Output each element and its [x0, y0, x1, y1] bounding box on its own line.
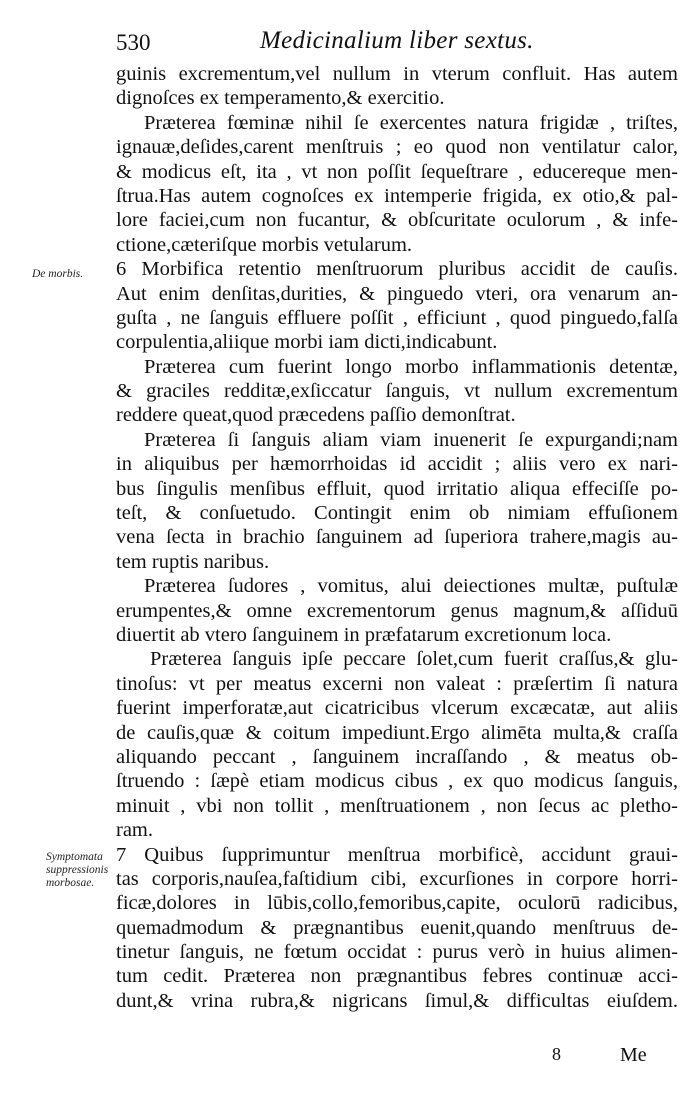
margin-note-symptomata	[46, 851, 108, 890]
text-line: Præterea fœminæ nihil ſe exercentes natura frigidæ , triſtes,	[144, 111, 678, 134]
catchword: Me	[620, 1044, 647, 1066]
text-line: minuit , vbi non tollit , menſtruationem , non ſecus ac pletho-	[116, 794, 678, 817]
text-line: dignoſces ex temperamento,& exercitio.	[116, 87, 445, 110]
text-line: ram.	[116, 819, 153, 842]
text-line: vena ſecta in brachio ſanguinem ad ſuperiora trahere,magis au-	[116, 526, 678, 549]
text-line: guſta , ne ſanguis effluere poſſit , efficiunt , quod pinguedo,falſa	[116, 306, 678, 329]
running-head: Medicinalium liber sextus.	[260, 27, 534, 54]
text-line: bus ſingulis menſibus effluit, quod irritatio aliqua effeciſſe po-	[116, 477, 678, 500]
text-line: 6 Morbifica retentio menſtruorum pluribus accidit de cauſis.	[116, 258, 678, 281]
text-line: teſt, & conſuetudo. Contingit enim ob nimiam effuſionem	[116, 502, 678, 525]
margin-note-line: suppressionis	[46, 864, 109, 876]
text-line: tem ruptis naribus.	[116, 550, 270, 573]
text-line: & graciles redditæ,exſiccatur ſanguis, vt nullum excrementum	[116, 380, 678, 403]
text-line: ficæ,dolores in lūbis,collo,femoribus,capite, oculorū radicibus,	[116, 892, 678, 915]
text-line: corpulentia,aliique morbi iam dicti,indicabunt.	[116, 331, 498, 354]
text-line: guinis excrementum,vel nullum in vterum confluit. Has autem	[116, 63, 678, 85]
text-line: in aliquibus per hæmorrhoidas id accidit ; aliis vero ex nari-	[116, 453, 678, 476]
text-line: Præterea cum fuerint longo morbo inflammationis detentæ,	[144, 355, 678, 378]
signature-mark: 8	[552, 1044, 561, 1064]
text-line: ſtrua.Has autem cognoſces ex intemperie frigida, ex otio,& pal-	[116, 184, 678, 207]
text-line: dunt,& vrina rubra,& nigricans ſimul,& difficultas eiuſdem.	[116, 989, 678, 1012]
text-line: tum cedit. Præterea non prægnantibus febres continuæ acci-	[116, 965, 678, 988]
text-line: Aut enim denſitas,durities, & pinguedo vteri, ora venarum an-	[116, 282, 678, 305]
text-line: ctione,cæteriſque morbis vetularum.	[116, 233, 413, 256]
text-line: erumpentes,& omne excrementorum genus magnum,& aſſiduū	[116, 599, 678, 622]
margin-note-line: Symptomata	[46, 851, 103, 863]
page-header	[116, 26, 676, 56]
text-line: de cauſis,quæ & coitum impediunt.Ergo alimēta multa,& craſſa	[116, 721, 678, 744]
text-line: tas corporis,nauſea,faſtidium cibi, excurſiones in corpore horri-	[116, 867, 678, 890]
page-number: 530	[116, 30, 151, 55]
text-line: 7 Quibus ſupprimuntur menſtrua morbificè, accidunt graui-	[116, 843, 678, 866]
text-line: & modicus eſt, ita , vt non poſſit ſequeſtrare , educereque men-	[116, 160, 678, 183]
text-line: ignauæ,deſides,carent menſtruis ; eo quod non ventilatur calor,	[116, 136, 678, 159]
text-line: fuerint imperforatæ,aut cicatricibus vlcerum excæcatæ, aut aliis	[116, 697, 678, 720]
margin-note-line: morbosae.	[46, 877, 95, 889]
text-line: Præterea ſudores , vomitus, alui deiectiones multæ, puſtulæ	[144, 575, 678, 598]
text-line: tinetur ſanguis, ne fœtum occidat : purus verò in huius alimen-	[116, 941, 678, 964]
text-line: aliquando peccant , ſanguinem incraſſando , & meatus ob-	[116, 745, 678, 768]
text-line: quemadmodum & prægnantibus euenit,quando menſtruus de-	[116, 916, 678, 939]
body-text	[116, 62, 678, 1013]
text-line: ſtruendo : ſæpè etiam modicus cibus , ex quo modicus ſanguis,	[116, 770, 678, 793]
text-line: diuertit ab vtero ſanguinem in præfatarum excretionum loca.	[116, 623, 612, 646]
text-line: lore faciei,cum non fucantur, & obſcuritate oculorum , & infe-	[116, 209, 678, 232]
text-line: Præterea ſanguis ipſe peccare ſolet,cum fuerit craſſus,& glu-	[150, 648, 678, 671]
text-line: reddere queat,quod præcedens paſſio demonſtrat.	[116, 404, 516, 427]
text-line: tinoſus: vt per meatus excerni non valeat : præſertim ſi natura	[116, 672, 678, 695]
margin-note-de-morbis: De morbis.	[32, 268, 84, 280]
text-line: Præterea ſi ſanguis aliam viam inuenerit ſe expurgandi;nam	[144, 428, 678, 451]
